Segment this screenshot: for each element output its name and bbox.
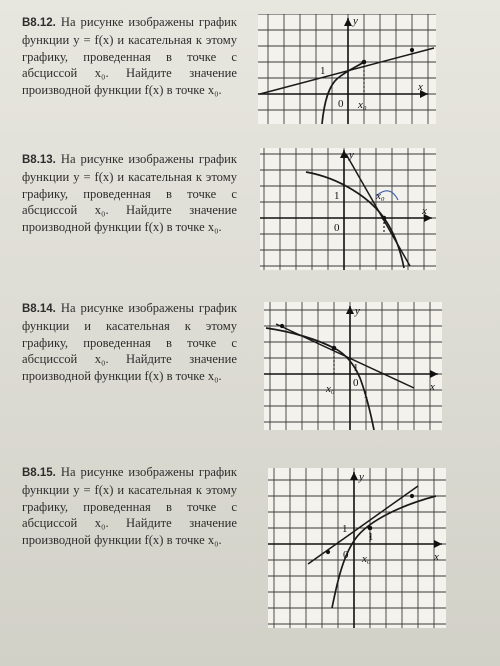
grid-point: [410, 48, 414, 52]
origin-label: 0: [353, 377, 359, 389]
problem-statement: На рисунке изображены график функции y = f(x) и касательная к этому графику, проведенная в точке с абсциссой x₀. Найдите значение производной функции f(x) в точке x₀.: [22, 465, 237, 548]
x0-label: x₀: [362, 553, 371, 565]
axis-label-y: y: [349, 149, 354, 161]
grid-point: [326, 550, 330, 554]
origin-label: 0: [343, 549, 349, 561]
tangent-point: [368, 526, 373, 531]
x0-label: x₀: [358, 99, 367, 111]
problem-b8-15: [22, 464, 237, 549]
figure-b8-12: [258, 14, 436, 124]
tangent-point: [362, 60, 367, 65]
origin-label: 0: [338, 98, 344, 110]
problem-number: B8.14.: [22, 303, 56, 315]
problem-number: B8.12.: [22, 17, 56, 29]
grid-point: [410, 494, 414, 498]
axis-label-x: x: [430, 381, 435, 393]
axis-label-x: x: [422, 205, 427, 217]
x0-label: x₀: [326, 383, 335, 395]
axis-label-y: y: [355, 305, 360, 317]
axis-label-y: y: [359, 471, 364, 483]
origin-label: 0: [334, 222, 340, 234]
figure-b8-13: [260, 148, 436, 270]
problem-number: B8.15.: [22, 467, 56, 479]
problem-number: B8.13.: [22, 154, 56, 166]
unit-label: 1: [353, 362, 359, 374]
problem-b8-13: [22, 151, 237, 236]
problem-statement: На рисунке изображены график функции и касательная к этому графику, проведенная в точке с абсциссой x₀. Найдите значение производной функции f(x) в точке x₀.: [22, 301, 237, 384]
axis-label-x: x: [434, 551, 439, 563]
x0-label: x₀: [376, 190, 385, 202]
figure-b8-14: [264, 302, 442, 430]
axis-label-y: y: [353, 15, 358, 27]
problem-b8-12: [22, 14, 237, 99]
unit-label-x: 1: [363, 389, 369, 401]
problem-b8-14: [22, 300, 237, 385]
unit-label: 1: [342, 523, 348, 535]
tangent-point: [332, 346, 337, 351]
axis-label-x: x: [418, 81, 423, 93]
unit-label: 1: [320, 65, 326, 77]
unit-label-x: 1: [368, 531, 374, 543]
grid-point: [280, 324, 284, 328]
tangent-point: [382, 216, 387, 221]
figure-b8-15: [268, 468, 446, 628]
problem-statement: На рисунке изображены график функции y = f(x) и касательная к этому графику, проведенная в точке с абсциссой x₀. Найдите значение производной функции f(x) в точке x₀.: [22, 15, 237, 98]
unit-label: 1: [334, 190, 340, 202]
problem-statement: На рисунке изображены график функции y = f(x) и касательная к этому графику, проведенная в точке с абсциссой x₀. Найдите значение производной функции f(x) в точке x₀.: [22, 152, 237, 235]
